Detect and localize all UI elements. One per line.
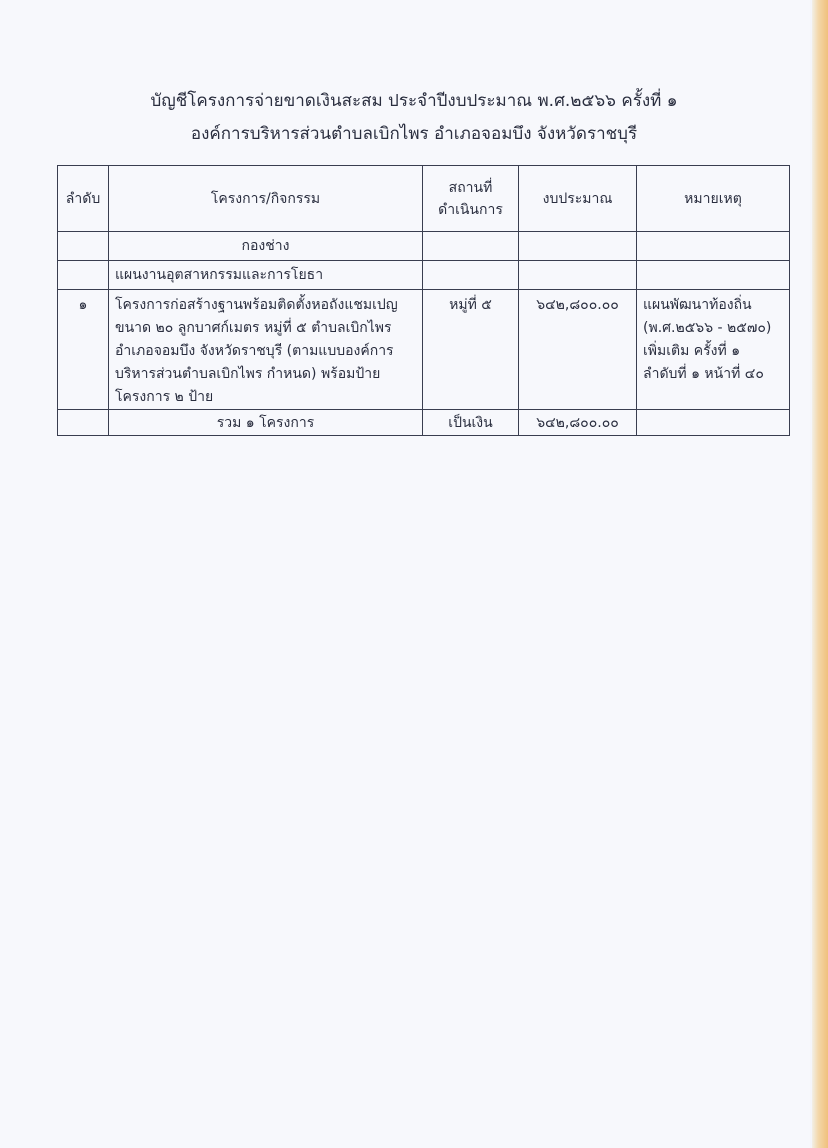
page-edge: [812, 0, 828, 1148]
header-location-line1: สถานที่: [448, 179, 493, 196]
total-label: รวม ๑ โครงการ: [109, 410, 423, 436]
description-line: อำเภอจอมบึง จังหวัดราชบุรี (ตามแบบองค์การ: [115, 343, 394, 359]
header-remark: หมายเหตุ: [637, 166, 790, 232]
plan-label: แผนงานอุตสาหกรรมและการโยธา: [109, 261, 423, 290]
document-title-line1: บัญชีโครงการจ่ายขาดเงินสะสม ประจำปีงบประมาณ พ.ศ.๒๕๖๖ ครั้งที่ ๑: [150, 91, 678, 111]
header-project: โครงการ/กิจกรรม: [109, 166, 423, 232]
plan-row: [58, 261, 790, 290]
description-line: โครงการ ๒ ป้าย: [115, 389, 214, 405]
row-no: ๑: [58, 290, 109, 410]
header-budget: งบประมาณ: [519, 166, 637, 232]
document-title-line2: องค์การบริหารส่วนตำบลเบิกไพร อำเภอจอมบึง จังหวัดราชบุรี: [190, 124, 638, 144]
total-budget: ๖๔๒,๘๐๐.๐๐: [519, 410, 637, 436]
remark-line: เพิ่มเติม ครั้งที่ ๑: [643, 343, 741, 359]
row-budget: ๖๔๒,๘๐๐.๐๐: [519, 290, 637, 410]
division-label: กองช่าง: [109, 232, 423, 261]
description-line: บริหารส่วนตำบลเบิกไพร กำหนด) พร้อมป้าย: [115, 366, 381, 382]
header-no: ลำดับ: [58, 166, 109, 232]
row-location: หมู่ที่ ๕: [423, 290, 519, 410]
division-row: [58, 232, 790, 261]
total-location: เป็นเงิน: [423, 410, 519, 436]
remark-line: ลำดับที่ ๑ หน้าที่ ๔๐: [643, 366, 764, 382]
total-row: [58, 410, 790, 436]
table-header-row: [58, 166, 790, 232]
description-line: ขนาด ๒๐ ลูกบาศก์เมตร หมู่ที่ ๕ ตำบลเบิกไพร: [115, 320, 392, 336]
description-line: โครงการก่อสร้างฐานพร้อมติดตั้งหอถังแชมเปญ: [115, 297, 398, 313]
remark-line: แผนพัฒนาท้องถิ่น: [643, 297, 752, 313]
header-location-line2: ดำเนินการ: [438, 201, 503, 218]
row-description: [109, 290, 423, 410]
header-location: [423, 166, 519, 232]
table-row: [58, 290, 790, 410]
budget-table: [57, 165, 790, 436]
row-remark: [637, 290, 790, 410]
remark-line: (พ.ศ.๒๕๖๖ - ๒๕๗๐): [643, 320, 772, 336]
